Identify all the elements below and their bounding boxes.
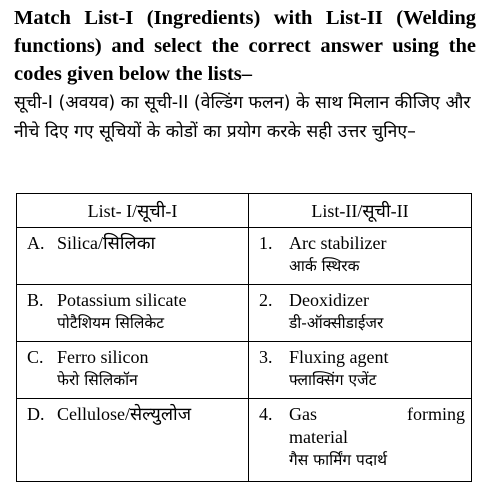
table-row [17,342,472,399]
list-2-cell [249,228,472,285]
item-text: Potassium silicate [57,290,187,310]
list-2-header: List-II/सूची-II [249,194,472,228]
item-code: 1. [259,233,273,253]
item-code: 4. [259,404,273,424]
table-row [17,399,472,482]
table-header-row [17,194,472,228]
list-1-cell [17,342,249,399]
question-english: Match List-I (Ingredients) with List-II (Welding functions) and select the correct answer using the codes given below the lists– [14,7,476,85]
match-table [16,193,472,482]
item-text-hindi: पोटैशियम सिलिकेट [57,314,165,332]
list-1-cell [17,285,249,342]
item-text: Fluxing agent [289,347,389,367]
item-code: A. [27,233,45,253]
item-text: Cellulose/सेल्युलोज [57,404,192,424]
list-2-cell [249,342,472,399]
item-text-hindi: आर्क स्थिरक [289,257,360,275]
item-code: B. [27,290,44,310]
item-text: Silica/सिलिका [57,233,156,253]
item-text: Deoxidizer [289,290,369,310]
item-text-hindi: फ्लाक्सिंग एजेंट [289,371,377,389]
list-1-cell [17,399,249,482]
item-text-hindi: फेरो सिलिकॉन [57,371,138,389]
list-2-cell [249,399,472,482]
item-code: 3. [259,347,273,367]
item-text-continued: material [289,427,348,447]
list-1-header: List- I/सूची-I [17,194,249,228]
list-1-cell [17,228,249,285]
table-row [17,228,472,285]
table-row [17,285,472,342]
item-text-hindi: डी-ऑक्सीडाईजर [289,314,384,332]
list-2-cell [249,285,472,342]
item-code: C. [27,347,44,367]
item-text: Ferro silicon [57,347,149,367]
item-code: D. [27,404,45,424]
item-text-hindi: गैस फार्मिंग पदार्थ [289,451,387,469]
item-text: Arc stabilizer [289,233,387,253]
question-hindi: सूची-I (अवयव) का सूची-II (वेल्डिंग फलन) के साथ मिलान कीजिए और नीचे दिए गए सूचियों के कोडों का प्रयोग करके सही उत्तर चुनिए– [14,93,471,142]
item-code: 2. [259,290,273,310]
item-text: Gas forming [289,404,465,424]
question-block [14,4,476,147]
